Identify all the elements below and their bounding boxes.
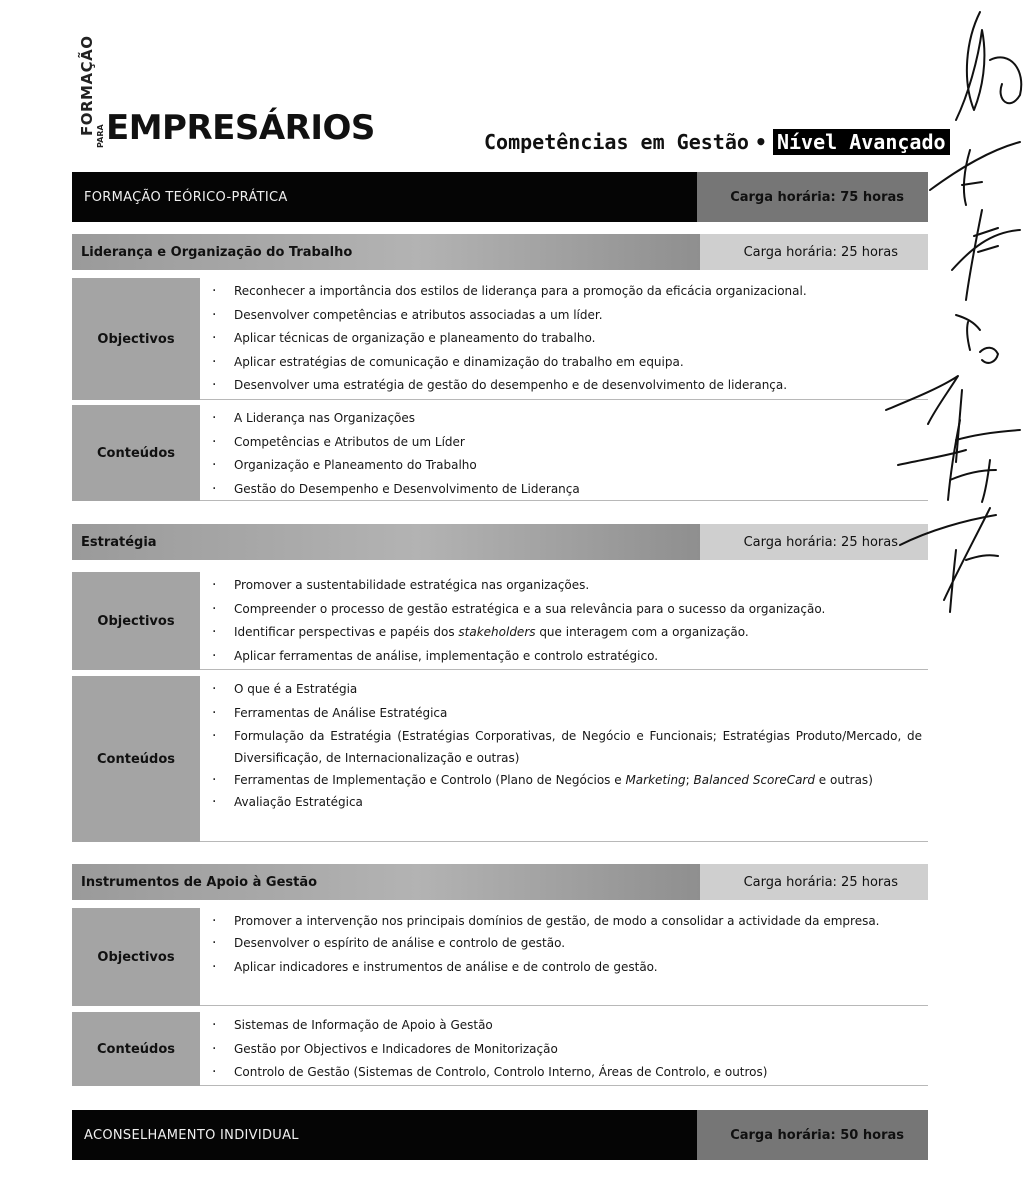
- list-item: · Reconhecer a importância dos estilos de liderança para a promoção da eficácia organizacional.: [212, 280, 922, 304]
- block-hours: Carga horária: 50 horas: [697, 1110, 928, 1160]
- contents-label: Conteúdos: [72, 405, 200, 501]
- section-hours: Carga horária: 25 horas: [700, 524, 928, 560]
- list-item: · Formulação da Estratégia (Estratégias Corporativas, de Negócio e Funcionais; Estratégias Produto/Mercado, de Diversificação, de Internacionalização e outras): [212, 725, 922, 769]
- contents-label: Conteúdos: [72, 1012, 200, 1086]
- section-header-lideranca: [72, 234, 928, 270]
- objectives-row: [72, 278, 928, 400]
- text-part: Ferramentas de Implementação e Controlo (Plano de Negócios e: [234, 773, 626, 787]
- logo-vertical-line2: PARA: [96, 124, 105, 148]
- contents-label: Conteúdos: [72, 676, 200, 842]
- text-part: ;: [685, 773, 694, 787]
- signature-mark-4: [956, 315, 998, 363]
- section-title: Estratégia: [72, 524, 700, 560]
- objectives-row: [72, 908, 928, 1006]
- list-item: · Gestão do Desempenho e Desenvolvimento de Liderança: [212, 478, 922, 502]
- signature-mark-2: [930, 142, 1020, 205]
- block-title: FORMAÇÃO TEÓRICO-PRÁTICA: [72, 172, 697, 222]
- objectives-content: [200, 278, 928, 400]
- objectives-list: [212, 910, 922, 979]
- objectives-label: Objectivos: [72, 278, 200, 400]
- contents-row: [72, 676, 928, 842]
- contents-list: [212, 678, 922, 815]
- objectives-list: [212, 280, 922, 398]
- objectives-list: [212, 574, 922, 668]
- section-hours: Carga horária: 25 horas: [700, 864, 928, 900]
- list-item: · Aplicar estratégias de comunicação e dinamização do trabalho em equipa.: [212, 351, 922, 375]
- list-item: · Promover a intervenção nos principais domínios de gestão, de modo a consolidar a actividade da empresa.: [212, 910, 922, 932]
- text-part-italic: Marketing: [625, 773, 686, 787]
- text-part: e outras): [814, 773, 873, 787]
- list-item: [212, 769, 922, 791]
- list-item: · Desenvolver competências e atributos associadas a um líder.: [212, 304, 922, 328]
- text-part: Identificar perspectivas e papéis dos: [234, 625, 459, 639]
- handwritten-signatures: [870, 0, 1026, 620]
- course-title: Competências em Gestão: [484, 130, 749, 154]
- contents-row: [72, 1012, 928, 1086]
- section-title: Liderança e Organização do Trabalho: [72, 234, 700, 270]
- objectives-label: Objectivos: [72, 572, 200, 670]
- list-item: [212, 621, 922, 645]
- contents-content: [200, 405, 928, 501]
- block-hours: Carga horária: 75 horas: [697, 172, 928, 222]
- contents-content: [200, 676, 928, 842]
- signature-mark-3: [952, 210, 1020, 300]
- signature-mark-1: [956, 12, 1021, 120]
- list-item: · Desenvolver o espírito de análise e controlo de gestão.: [212, 932, 922, 956]
- list-item: · O que é a Estratégia: [212, 678, 922, 702]
- text-part-italic: Balanced ScoreCard: [693, 773, 815, 787]
- section-header-instrumentos: [72, 864, 928, 900]
- text-part: que interagem com a organização.: [535, 625, 749, 639]
- contents-list: [212, 407, 922, 501]
- logo: [78, 35, 375, 158]
- block-header-teorico: [72, 172, 928, 222]
- list-item: · A Liderança nas Organizações: [212, 407, 922, 431]
- list-item: · Desenvolver uma estratégia de gestão do desempenho e de desenvolvimento de liderança.: [212, 374, 922, 398]
- signature-mark-5: [886, 376, 1020, 462]
- list-item: · Ferramentas de Análise Estratégica: [212, 702, 922, 726]
- title-bullet: •: [754, 130, 767, 154]
- list-item: · Aplicar indicadores e instrumentos de análise e de controlo de gestão.: [212, 956, 922, 980]
- block-title: ACONSELHAMENTO INDIVIDUAL: [72, 1110, 697, 1160]
- signature-mark-7: [900, 508, 998, 612]
- objectives-content: [200, 908, 928, 1006]
- list-item: · Aplicar ferramentas de análise, implementação e controlo estratégico.: [212, 645, 922, 669]
- logo-main-text: EMPRESÁRIOS: [106, 108, 375, 148]
- signature-mark-6: [898, 420, 996, 502]
- block-header-aconselhamento: [72, 1110, 928, 1160]
- list-item: · Compreender o processo de gestão estratégica e a sua relevância para o sucesso da organização.: [212, 598, 922, 622]
- objectives-row: [72, 572, 928, 670]
- section-title: Instrumentos de Apoio à Gestão: [72, 864, 700, 900]
- list-item: · Promover a sustentabilidade estratégica nas organizações.: [212, 574, 922, 598]
- list-item: · Competências e Atributos de um Líder: [212, 431, 922, 455]
- contents-list: [212, 1014, 922, 1085]
- list-item: · Controlo de Gestão (Sistemas de Controlo, Controlo Interno, Áreas de Controlo, e outros): [212, 1061, 922, 1085]
- logo-vertical-line1: FORMAÇÃO: [78, 35, 96, 136]
- list-item: · Gestão por Objectivos e Indicadores de Monitorização: [212, 1038, 922, 1062]
- level-badge: Nível Avançado: [773, 129, 950, 155]
- contents-content: [200, 1012, 928, 1086]
- objectives-label: Objectivos: [72, 908, 200, 1006]
- list-item: · Sistemas de Informação de Apoio à Gestão: [212, 1014, 922, 1038]
- list-item: · Aplicar técnicas de organização e planeamento do trabalho.: [212, 327, 922, 351]
- list-item: · Avaliação Estratégica: [212, 791, 922, 815]
- list-item: · Organização e Planeamento do Trabalho: [212, 454, 922, 478]
- section-hours: Carga horária: 25 horas: [700, 234, 928, 270]
- text-part-italic: stakeholders: [458, 625, 536, 639]
- contents-row: [72, 405, 928, 501]
- section-header-estrategia: [72, 524, 928, 560]
- objectives-content: [200, 572, 928, 670]
